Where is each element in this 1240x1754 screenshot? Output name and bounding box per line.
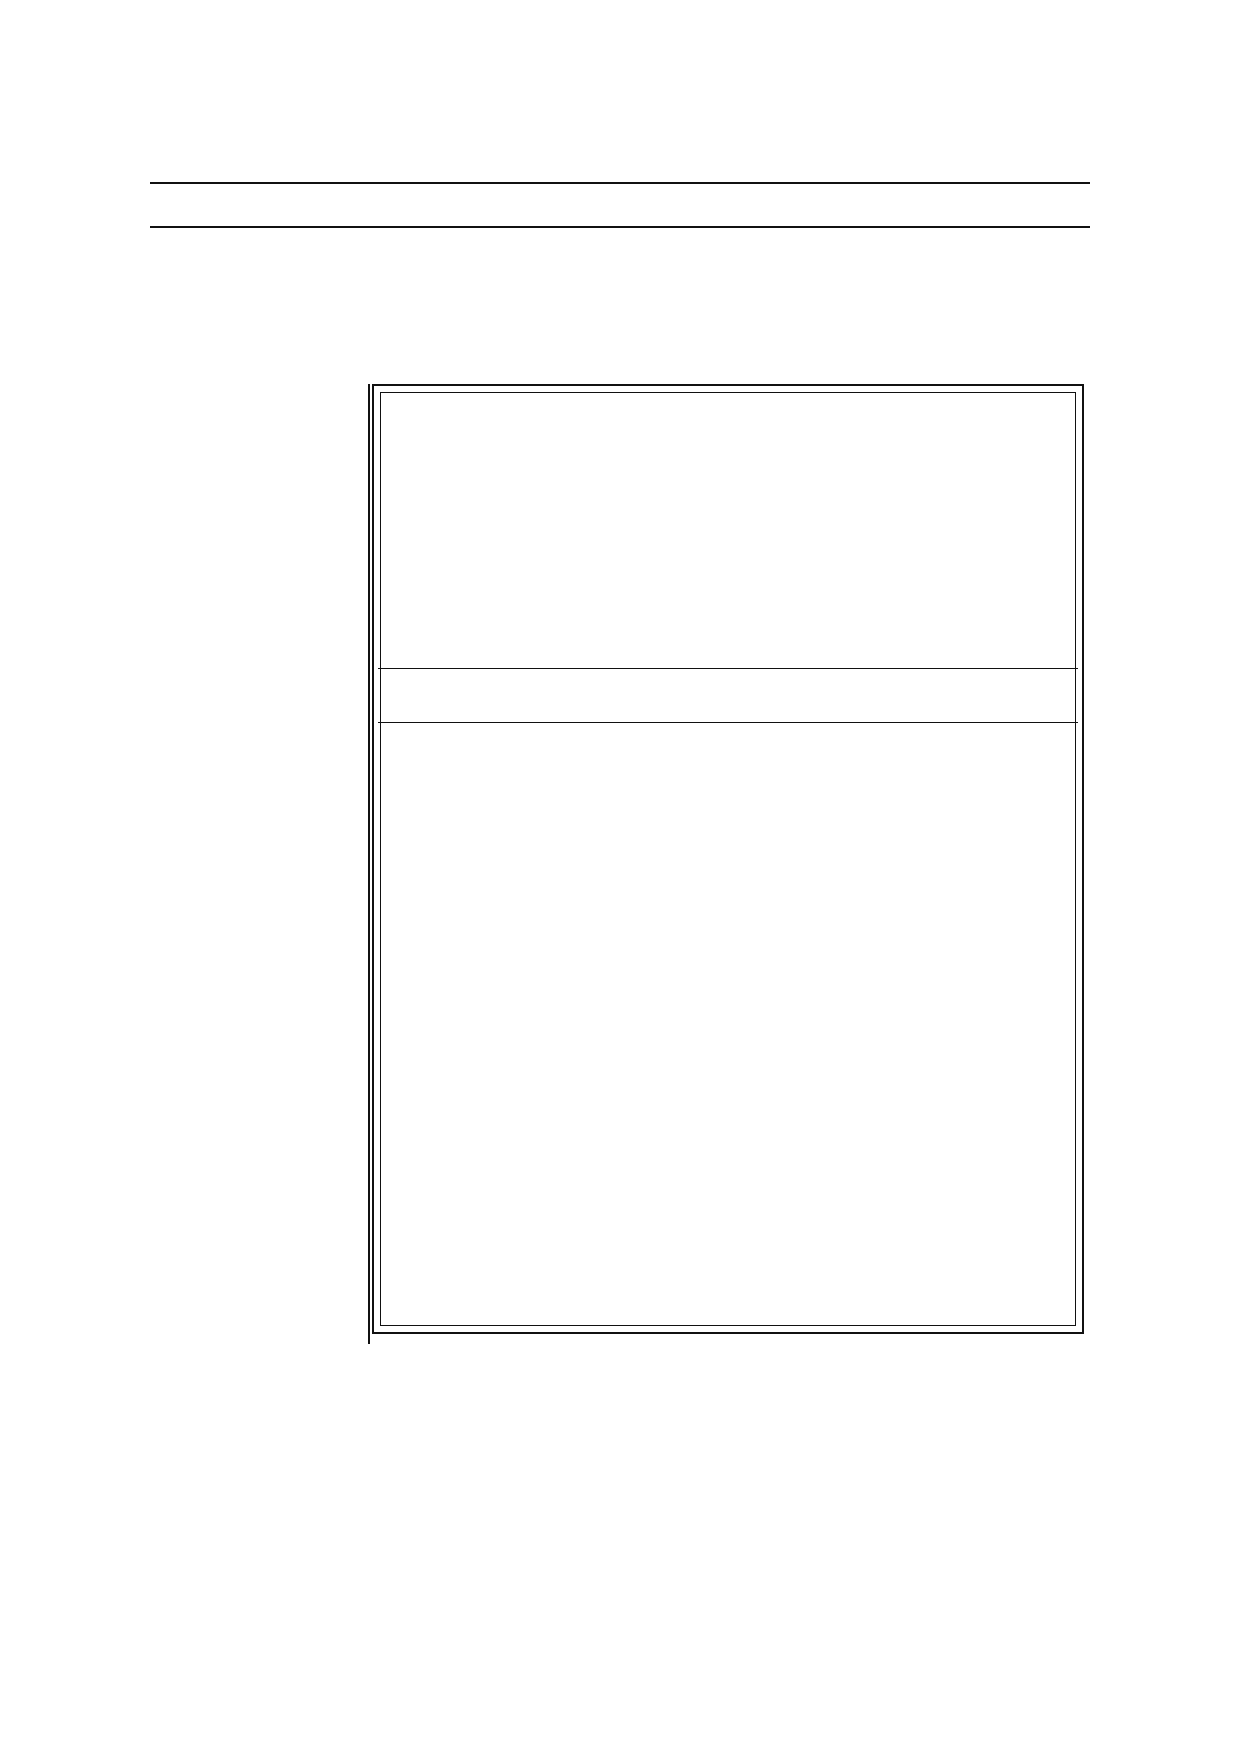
running-head xyxy=(450,188,790,220)
side-commentary-line xyxy=(150,1074,364,1108)
chapter-heading xyxy=(640,676,840,716)
side-commentary-line xyxy=(150,938,364,972)
bottom-commentary-line xyxy=(240,1632,1090,1666)
main-text-line xyxy=(384,866,1072,900)
bottom-commentary-line xyxy=(150,1488,1090,1522)
side-commentary-line xyxy=(150,1244,364,1278)
side-commentary-line xyxy=(150,428,364,462)
bottom-commentary-line xyxy=(150,1416,1090,1450)
side-commentary-line xyxy=(150,972,364,1006)
main-text-line xyxy=(384,1138,1072,1172)
side-commentary-line xyxy=(150,598,364,632)
top-commentary-line xyxy=(150,338,1090,372)
side-commentary-line xyxy=(150,666,364,700)
side-commentary-line xyxy=(150,1142,364,1176)
side-commentary-line xyxy=(150,802,364,836)
bottom-commentary-line xyxy=(150,1344,1090,1378)
header-bottom-rule xyxy=(150,226,1090,228)
side-commentary-line xyxy=(150,1210,364,1244)
side-commentary-line xyxy=(150,530,364,564)
main-text-line xyxy=(384,1240,1072,1274)
side-commentary-line xyxy=(150,496,364,530)
top-commentary-line xyxy=(150,304,1090,338)
main-text-line xyxy=(384,602,1072,636)
main-text-line xyxy=(384,832,1072,866)
bottom-commentary-line xyxy=(150,1596,1090,1630)
main-text-line xyxy=(384,764,1072,798)
main-text-line xyxy=(384,1296,1072,1330)
bottom-commentary-line xyxy=(150,1452,1090,1486)
main-text-line xyxy=(384,968,1072,1002)
main-text-line xyxy=(384,432,1072,466)
side-commentary-line xyxy=(150,564,364,598)
top-commentary-line xyxy=(150,236,1090,270)
main-text-line xyxy=(384,934,1072,968)
main-text-line xyxy=(384,500,1072,534)
bottom-commentary-line xyxy=(150,1560,1090,1594)
main-text-line xyxy=(384,568,1072,602)
side-commentary-line xyxy=(150,1312,364,1346)
bottom-commentary-line xyxy=(150,1380,1090,1414)
side-commentary-line xyxy=(150,768,364,802)
side-commentary-line xyxy=(150,836,364,870)
header-top-rule xyxy=(150,182,1090,184)
side-commentary-line xyxy=(150,1108,364,1142)
top-commentary-line xyxy=(150,270,1090,304)
side-commentary-line xyxy=(150,870,364,904)
column-divider xyxy=(368,384,370,1344)
side-commentary-line xyxy=(150,700,364,734)
main-text-line xyxy=(384,1206,1072,1240)
side-commentary-line xyxy=(150,1278,364,1312)
main-text-line xyxy=(384,1070,1072,1104)
main-text-line xyxy=(384,1036,1072,1070)
main-text-line xyxy=(384,398,1072,432)
side-commentary-line xyxy=(150,394,364,428)
bottom-commentary-line xyxy=(150,1524,1090,1558)
side-commentary-line xyxy=(150,632,364,666)
side-commentary-line xyxy=(150,904,364,938)
side-commentary-line xyxy=(150,1040,364,1074)
main-text-line xyxy=(384,466,1072,500)
side-commentary-line xyxy=(150,734,364,768)
main-text-line xyxy=(384,534,1072,568)
main-text-line xyxy=(384,798,1072,832)
main-text-line xyxy=(384,730,1072,764)
main-text-line xyxy=(384,900,1072,934)
side-commentary-line xyxy=(150,462,364,496)
section-heading-bottom-rule xyxy=(378,722,1078,723)
side-commentary-line xyxy=(150,1176,364,1210)
main-text-line xyxy=(384,1104,1072,1138)
side-commentary-line xyxy=(150,1006,364,1040)
main-text-line xyxy=(384,1172,1072,1206)
main-text-line xyxy=(384,1002,1072,1036)
section-heading-top-rule xyxy=(378,668,1078,669)
